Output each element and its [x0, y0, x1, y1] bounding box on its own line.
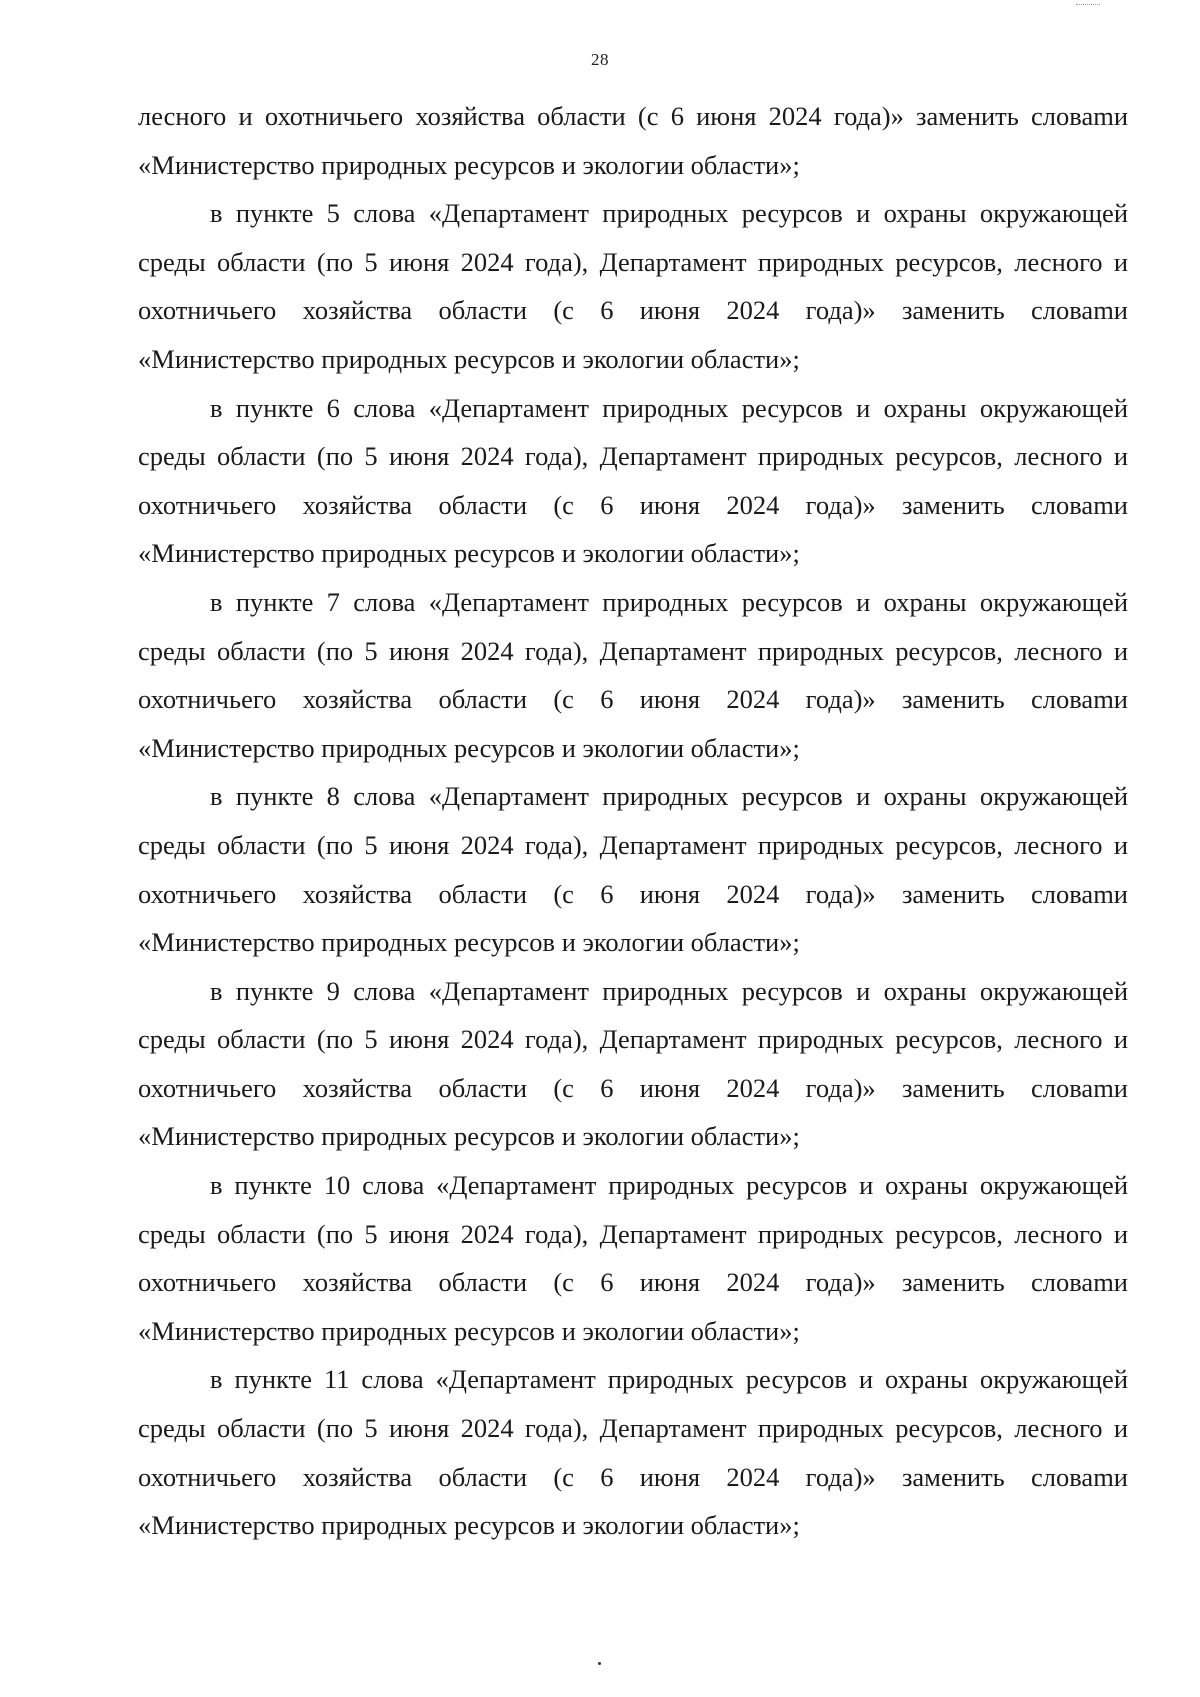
- scan-corner-mark: [1076, 0, 1100, 5]
- scan-artifact-dot: [598, 1662, 601, 1665]
- paragraph-item-7: в пункте 7 слова «Департамент природных ресурсов и охраны окружающей среды области (по 5 июня 2024 года), Департамент природных ресурсов, лесного и охотничьего хозяйства области (с 6 июня 2024 года)» заменить словаmи «Министерство природных ресурсов и экологии области»;: [138, 586, 1128, 763]
- paragraph-continuation: лесного и охотничьего хозяйства области (с 6 июня 2024 года)» заменить словаmи «Министерство природных ресурсов и экологии области»;: [138, 101, 1128, 180]
- paragraph-item-10: в пункте 10 слова «Департамент природных ресурсов и охраны окружающей среды области (по 5 июня 2024 года), Департамент природных ресурсов, лесного и охотничьего хозяйства области (с 6 июня 2024 года)» заменить словаmи «Министерство природных ресурсов и экологии области»;: [138, 1170, 1128, 1346]
- paragraph-item-8: в пункте 8 слова «Департамент природных ресурсов и охраны окружающей среды области (по 5 июня 2024 года), Департамент природных ресурсов, лесного и охотничьего хозяйства области (с 6 июня 2024 года)» заменить словаmи «Министерство природных ресурсов и экологии области»;: [138, 781, 1128, 958]
- page-number: 28: [591, 50, 609, 69]
- paragraph-item-11: в пункте 11 слова «Департамент природных ресурсов и охраны окружающей среды области (по 5 июня 2024 года), Департамент природных ресурсов, лесного и охотничьего хозяйства области (с 6 июня 2024 года)» заменить словаmи «Министерство природных ресурсов и экологии области»;: [138, 1364, 1128, 1541]
- paragraph-item-5: в пункте 5 слова «Департамент природных ресурсов и охраны окружающей среды области (по 5 июня 2024 года), Департамент природных ресурсов, лесного и охотничьего хозяйства области (с 6 июня 2024 года)» заменить словаmи «Министерство природных ресурсов и экологии области»;: [138, 198, 1128, 374]
- paragraph-item-6: в пункте 6 слова «Департамент природных ресурсов и охраны окружающей среды области (по 5 июня 2024 года), Департамент природных ресурсов, лесного и охотничьего хозяйства области (с 6 июня 2024 года)» заменить словаmи «Министерство природных ресурсов и экологии области»;: [138, 392, 1128, 569]
- paragraph-item-9: в пункте 9 слова «Департамент природных ресурсов и охраны окружающей среды области (по 5 июня 2024 года), Департамент природных ресурсов, лесного и охотничьего хозяйства области (с 6 июня 2024 года)» заменить словаmи «Министерство природных ресурсов и экологии области»;: [138, 975, 1128, 1152]
- document-body: [138, 92, 1128, 1550]
